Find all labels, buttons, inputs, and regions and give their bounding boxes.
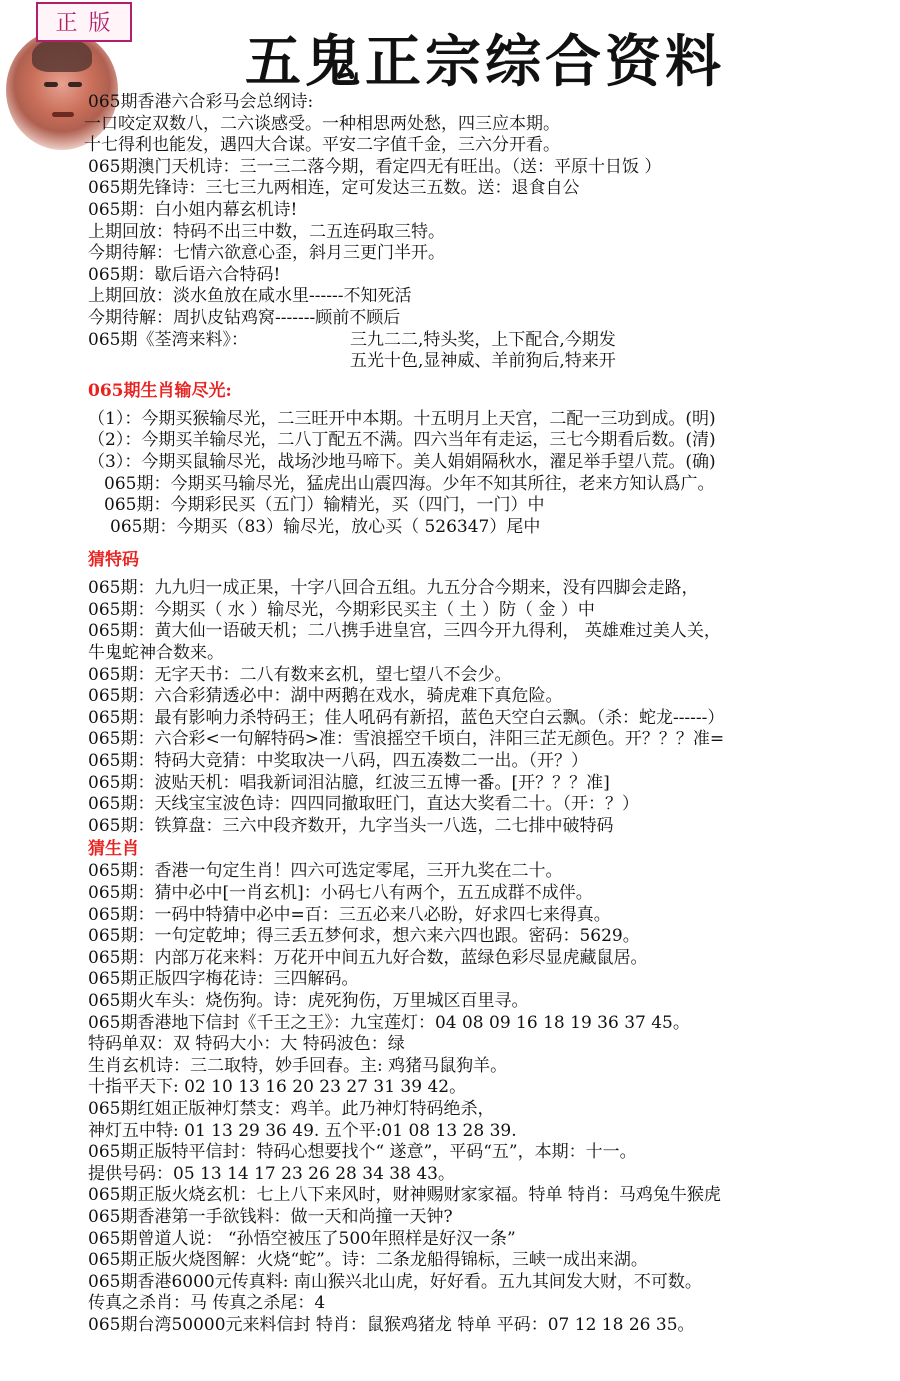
intro-line: 今期待解：周扒皮钻鸡窝-------顾前不顾后 bbox=[88, 307, 401, 328]
guess-zodiac-line: 特码单双：双 特码大小：大 特码波色：绿 bbox=[88, 1034, 405, 1055]
quanwan-line: 五光十色,显神威、羊前狗后,特来开 bbox=[350, 351, 616, 372]
guess-special-line: 065期：铁算盘：三六中段齐数开，九字当头一八选，二七排中破特码 bbox=[88, 815, 614, 836]
intro-line: 上期回放：淡水鱼放在咸水里------不知死活 bbox=[88, 286, 412, 307]
lose-line: 065期：今期买（83）输尽光，放心买（ 526347）尾中 bbox=[110, 516, 541, 537]
guess-special-line: 065期：六合彩<一句解特码>准：雪浪摇空千顷白，沣阳三芷无颜色。开？？？准= bbox=[88, 729, 725, 750]
guess-zodiac-line: 传真之杀肖：马 传真之杀尾：4 bbox=[88, 1293, 326, 1314]
intro-line: 065期香港六合彩马会总纲诗: bbox=[88, 92, 314, 112]
guess-zodiac-line: 提供号码：05 13 14 17 23 26 28 34 38 43。 bbox=[88, 1163, 455, 1184]
edition-badge: 正 版 bbox=[36, 2, 132, 42]
intro-line: 一口咬定双数八，二六谈感受。一种相思两处愁，四三应本期。 bbox=[84, 113, 560, 134]
intro-line: 今期待解：七情六欲意心歪，斜月三更门半开。 bbox=[88, 243, 445, 264]
guess-zodiac-line: 生肖玄机诗：三二取特，妙手回春。主: 鸡猪马鼠狗羊。 bbox=[88, 1055, 508, 1076]
lose-line: （2）：今期买羊输尽光，二八丁配五不满。四六当年有走运，三七今期看后数。(清) bbox=[88, 430, 716, 451]
quanwan-label: 065期《荃湾来料》： bbox=[88, 329, 248, 350]
intro-line: 065期：白小姐内幕玄机诗! bbox=[88, 199, 298, 220]
quanwan-block-2 bbox=[88, 351, 896, 373]
guess-special-line: 065期：九九归一成正果，十字八回合五组。九五分合今期来，没有四脚会走路， bbox=[88, 578, 699, 599]
guess-zodiac-line: 065期正版特平信封：特码心想要找个“ 遂意”，平码“五”，本期：十一。 bbox=[88, 1142, 637, 1163]
guess-special-line: 065期：最有影响力杀特码王；佳人吼码有新招，蓝色天空白云飘。（杀：蛇龙------） bbox=[88, 707, 725, 728]
guess-zodiac-line: 065期火车头：烧伤狗。诗：虎死狗伤，万里城区百里寻。 bbox=[88, 990, 529, 1011]
guess-zodiac-line: 十指平天下: 02 10 13 16 20 23 27 31 39 42。 bbox=[88, 1077, 467, 1098]
guess-zodiac-line: 065期：香港一句定生肖！四六可选定零尾，三开九奖在二十。 bbox=[88, 861, 563, 882]
guess-special-line: 065期：无字天书：二八有数来玄机，望七望八不会少。 bbox=[88, 664, 512, 685]
guess-zodiac-line: 065期：内部万花来料：万花开中间五九好合数，蓝绿色彩尽显虎藏鼠居。 bbox=[88, 947, 648, 968]
guess-zodiac-line: 065期红姐正版神灯禁支：鸡羊。此乃神灯特码绝杀， bbox=[88, 1098, 495, 1119]
avatar-right-eye bbox=[68, 82, 82, 87]
guess-zodiac-line: 065期：猜中必中[一肖玄机]：小码七八有两个，五五成群不成伴。 bbox=[88, 883, 593, 903]
guess-zodiac-line: 065期正版四字梅花诗：三四解码。 bbox=[88, 969, 359, 990]
guess-zodiac-line: 065期正版火烧玄机：七上八下来风时，财神赐财家家福。特单 特肖：马鸡兔牛猴虎 bbox=[88, 1185, 721, 1206]
guess-special-line: 065期：特码大竞猜：中奖取决一八码，四五凑数二一出。（开？） bbox=[88, 751, 588, 772]
lose-line: 065期：今期彩民买（五门）输精光，买（四门，一门）中 bbox=[104, 495, 545, 516]
intro-line: 065期：歇后语六合特码! bbox=[88, 264, 281, 285]
section-heading-guess-special: 猜特码 bbox=[88, 550, 139, 571]
guess-zodiac-line: 065期台湾50000元来料信封 特肖：鼠猴鸡猪龙 特单 平码：07 12 18 26 35。 bbox=[88, 1314, 695, 1335]
section-heading-shengxiao-lose: 065期生肖输尽光: bbox=[88, 380, 232, 401]
intro-line: 065期澳门天机诗：三一三二落今期，看定四无有旺出。（送：平原十日饭 ） bbox=[88, 156, 662, 177]
guess-zodiac-line: 065期：一句定乾坤；得三丢五梦何求，想六来六四也跟。密码：5629。 bbox=[88, 926, 640, 947]
avatar-left-eye bbox=[44, 82, 58, 87]
guess-zodiac-line: 065期香港地下信封《千王之王》：九宝莲灯：04 08 09 16 18 19 36 37 45。 bbox=[88, 1012, 690, 1033]
page-title: 五鬼正宗综合资料 bbox=[245, 30, 725, 95]
lose-line: （1）：今期买猴输尽光，二三旺开中本期。十五明月上天宫，二配一三功到成。(明) bbox=[88, 408, 716, 429]
guess-special-line: 牛鬼蛇神合数来。 bbox=[88, 643, 224, 664]
content-body bbox=[84, 92, 896, 1336]
quanwan-block bbox=[88, 330, 896, 352]
guess-zodiac-line: 065期正版火烧图解：火烧“蛇”。诗：二条龙船得锦标，三峡一成出来湖。 bbox=[88, 1250, 648, 1271]
guess-special-line: 065期：波贴天机：唱我新词泪沾臆，红波三五博一番。[开？？？准] bbox=[88, 772, 610, 793]
guess-zodiac-line: 065期曾道人说： “孙悟空被压了500年照样是好汉一条” bbox=[88, 1228, 516, 1249]
intro-line: 065期先锋诗：三七三九两相连，定可发达三五数。送：退食自公 bbox=[88, 178, 580, 199]
guess-zodiac-line: 065期：一码中特猜中必中=百：三五必来八必盼，好求四七来得真。 bbox=[88, 904, 611, 925]
lose-line: （3）：今期买鼠输尽光，战场沙地马啼下。美人娟娟隔秋水，濯足举手望八荒。(确) bbox=[88, 451, 716, 472]
intro-line: 上期回放：特码不出三中数，二五连码取三特。 bbox=[88, 221, 445, 242]
guess-zodiac-line: 065期香港第一手欲钱料：做一天和尚撞一天钟? bbox=[88, 1206, 453, 1227]
section-heading-guess-zodiac: 猜生肖 bbox=[88, 839, 139, 860]
quanwan-line: 三九二二,特头奖，上下配合,今期发 bbox=[350, 329, 616, 350]
guess-special-line: 065期：六合彩猜透必中：湖中两鹅在戏水，骑虎难下真危险。 bbox=[88, 686, 563, 707]
guess-special-line: 065期：黄大仙一语破天机；二八携手进皇宫，三四今开九得利， 英雄难过美人关， bbox=[88, 621, 721, 642]
guess-zodiac-line: 065期香港6000元传真料: 南山猴兴北山虎，好好看。五九其间发大财，不可数。 bbox=[88, 1271, 702, 1292]
guess-zodiac-line: 神灯五中特: 01 13 29 36 49. 五个平:01 08 13 28 39. bbox=[88, 1120, 517, 1141]
intro-line: 十七得利也能发，遇四大合谋。平安二字值千金，三六分开看。 bbox=[84, 135, 560, 156]
avatar-mouth bbox=[52, 112, 74, 117]
guess-special-line: 065期：今期买（ 水 ）输尽光，今期彩民买主（ 土 ）防（ 金 ）中 bbox=[88, 599, 595, 620]
lose-line: 065期：今期买马输尽光，猛虎出山震四海。少年不知其所往，老来方知认爲广。 bbox=[104, 473, 715, 494]
guess-special-line: 065期：天线宝宝波色诗：四四同撤取旺门，直达大奖看二十。（开：？） bbox=[88, 794, 639, 815]
